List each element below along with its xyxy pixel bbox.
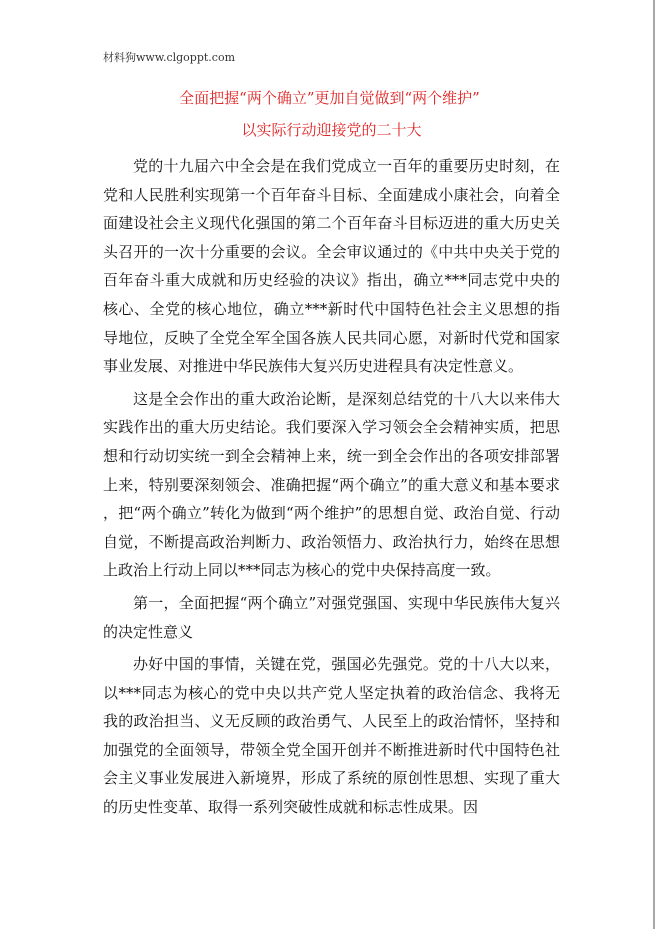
header-watermark: 材料狗www.clgoppt.com bbox=[103, 51, 235, 64]
title-line-1: 全面把握“两个确立”更加自觉做到“两个维护” bbox=[179, 89, 480, 107]
paragraph-3: 办好中国的事情，关键在党，强国必先强党。党的十八大以来，以***同志为核心的党中央以共产党人坚定执着的政治信念、我将无我的政治担当、义无反顾的政治勇气、人民至上的政治情怀，坚持和加强党的全面领导，带领全党全国开创并不断推进新时代中国特色社会主义事业发展进入新境界，形成了系统的原创性思想、实现了重大的历史性变革、取得一系列突破性成就和标志性成果。因 bbox=[103, 655, 560, 817]
section-heading-1: 第一，全面把握“两个确立”对强党强国、实现中华民族伟大复兴的决定性意义 bbox=[103, 593, 560, 641]
title-line-2: 以实际行动迎接党的二十大 bbox=[241, 121, 422, 139]
paragraph-2: 这是全会作出的重大政治论断，是深刻总结党的十八大以来伟大实践作出的重大历史结论。我们要深入学习领会全会精神实质，把思想和行动切实统一到全会精神上来，统一到全会作出的各项安排部署上来，特别要深刻领会、准确把握“两个确立”的重大意义和基本要求，把“两个确立”转化为做到“两个维护”的思想自觉、政治自觉、行动自觉，不断提高政治判断力、政治领悟力、政治执行力，始终在思想上政治上行动上同以***同志为核心的党中央保持高度一致。 bbox=[103, 389, 560, 580]
document-body bbox=[103, 152, 560, 822]
paragraph-1: 党的十九届六中全会是在我们党成立一百年的重要历史时刻，在党和人民胜利实现第一个百年奋斗目标、全面建成小康社会，向着全面建设社会主义现代化强国的第二个百年奋斗目标迈进的重大历史关头召开的一次十分重要的会议。全会审议通过的《中共中央关于党的百年奋斗重大成就和历史经验的决议》指出，确立***同志党中央的核心、全党的核心地位，确立***新时代中国特色社会主义思想的指导地位，反映了全党全军全国各族人民共同心愿，对新时代党和国家事业发展、对推进中华民族伟大复兴历史进程具有决定性意义。 bbox=[103, 157, 560, 376]
